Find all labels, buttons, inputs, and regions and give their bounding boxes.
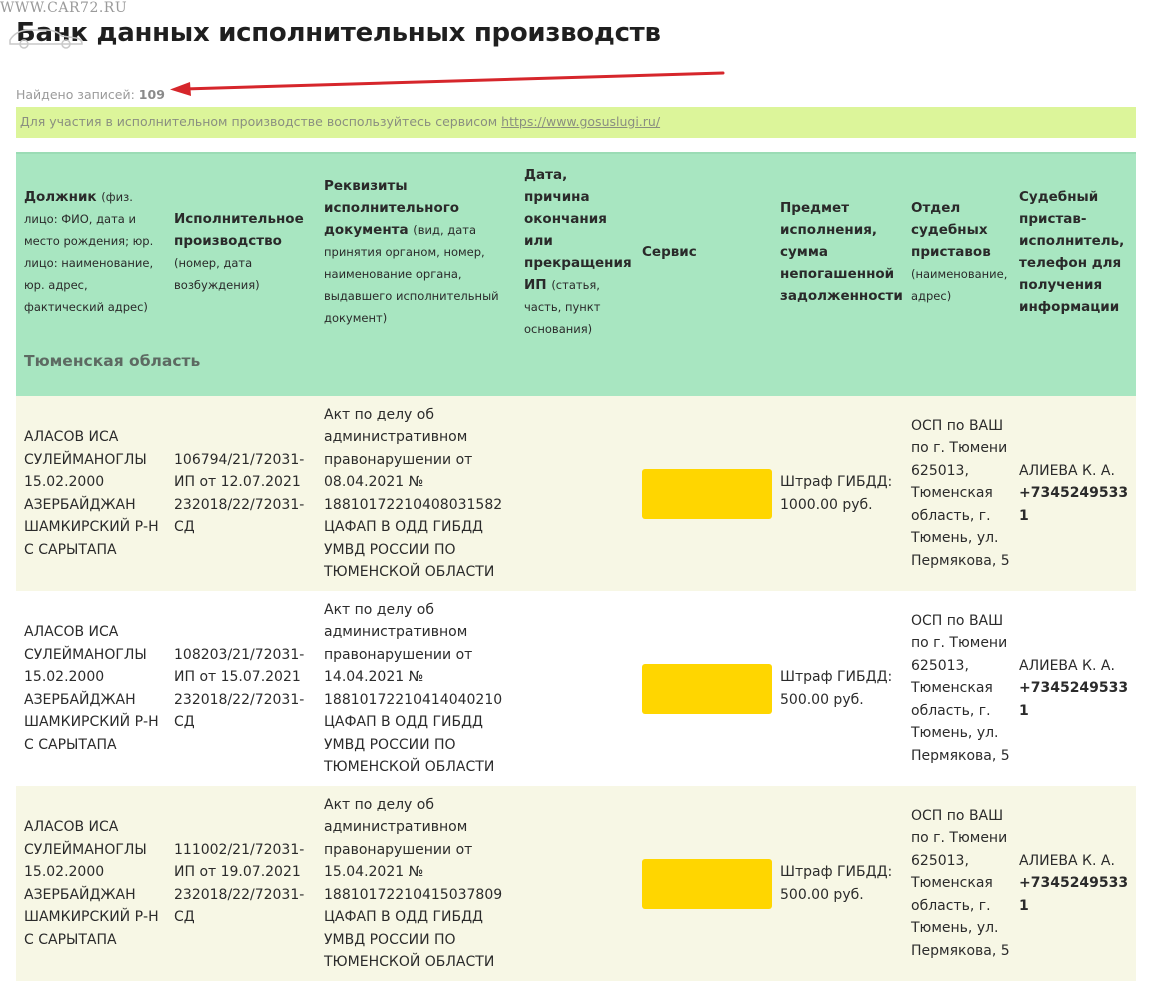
region-title: Тюменская область (16, 340, 1136, 396)
cell-subject: Штраф ГИБДД: 500.00 руб. (772, 591, 903, 786)
bailiff-name: АЛИЕВА К. А. (1019, 852, 1115, 869)
cell-proceeding: 106794/21/72031-ИП от 12.07.2021 232018/22/72031-СД (166, 396, 316, 591)
cell-end (516, 786, 634, 981)
cell-department: ОСП по ВАШ по г. Тюмени 625013, Тюменская область, г. Тюмень, ул. Пермякова, 5 (903, 786, 1011, 981)
region-row (16, 340, 1136, 396)
cell-subject: Штраф ГИБДД: 500.00 руб. (772, 786, 903, 981)
header-department: Отдел судебных приставов (наименование, адрес) (903, 153, 1011, 340)
bailiff-phone: +73452495331 (1019, 680, 1129, 719)
cell-department: ОСП по ВАШ по г. Тюмени 625013, Тюменская область, г. Тюмень, ул. Пермякова, 5 (903, 396, 1011, 591)
gosuslugi-link[interactable]: https://www.gosuslugi.ru/ (501, 114, 661, 129)
cell-end (516, 591, 634, 786)
cell-proceeding: 111002/21/72031-ИП от 19.07.2021 232018/22/72031-СД (166, 786, 316, 981)
cell-proceeding: 108203/21/72031-ИП от 15.07.2021 232018/22/72031-СД (166, 591, 316, 786)
cell-subject: Штраф ГИБДД: 1000.00 руб. (772, 396, 903, 591)
header-bailiff: Судебный пристав-исполнитель, телефон для получения информации (1011, 153, 1136, 340)
cell-debtor: АЛАСОВ ИСА СУЛЕЙМАНОГЛЫ 15.02.2000 АЗЕРБАЙДЖАН ШАМКИРСКИЙ Р-Н С САРЫТАПА (16, 396, 166, 591)
bailiff-phone: +73452495331 (1019, 485, 1129, 524)
cell-debtor: АЛАСОВ ИСА СУЛЕЙМАНОГЛЫ 15.02.2000 АЗЕРБАЙДЖАН ШАМКИРСКИЙ Р-Н С САРЫТАПА (16, 591, 166, 786)
cell-bailiff (1011, 786, 1136, 981)
cell-service (634, 396, 772, 591)
cell-bailiff (1011, 591, 1136, 786)
cell-department: ОСП по ВАШ по г. Тюмени 625013, Тюменская область, г. Тюмень, ул. Пермякова, 5 (903, 591, 1011, 786)
bailiff-name: АЛИЕВА К. А. (1019, 462, 1115, 479)
cell-document: Акт по делу об административном правонарушении от 15.04.2021 № 18810172210415037809 ЦАФАП В ОДД ГИБДД УМВД РОССИИ ПО ТЮМЕНСКОЙ ОБЛАСТИ (316, 786, 516, 981)
bailiff-name: АЛИЕВА К. А. (1019, 657, 1115, 674)
records-found-label: Найдено записей: (16, 87, 135, 102)
header-subject: Предмет исполнения, сумма непогашенной задолженности (772, 153, 903, 340)
cell-end (516, 396, 634, 591)
cell-document: Акт по делу об административном правонарушении от 14.04.2021 № 18810172210414040210 ЦАФАП В ОДД ГИБДД УМВД РОССИИ ПО ТЮМЕНСКОЙ ОБЛАСТИ (316, 591, 516, 786)
table-row (16, 786, 1136, 981)
records-found-count: 109 (138, 87, 165, 102)
header-proceeding: Исполнительное производство (номер, дата возбуждения) (166, 153, 316, 340)
service-pay-button[interactable] (642, 469, 772, 519)
watermark-text: WWW.CAR72.RU (0, 0, 128, 16)
bailiff-phone: +73452495331 (1019, 875, 1129, 914)
table-header-row (16, 153, 1136, 340)
records-found (16, 87, 165, 102)
cell-service (634, 786, 772, 981)
service-pay-button[interactable] (642, 859, 772, 909)
proceedings-table (16, 152, 1136, 981)
cell-document: Акт по делу об административном правонарушении от 08.04.2021 № 18810172210408031582 ЦАФАП В ОДД ГИБДД УМВД РОССИИ ПО ТЮМЕНСКОЙ ОБЛАСТИ (316, 396, 516, 591)
page-title: Банк данных исполнительных производств (16, 18, 661, 48)
watermark-logo-icon (6, 22, 86, 50)
table-row (16, 591, 1136, 786)
header-end: Дата, причина окончания или прекращения ИП (статья, часть, пункт основания) (516, 153, 634, 340)
header-debtor: Должник (физ. лицо: ФИО, дата и место рождения; юр. лицо: наименование, юр. адрес, фактический адрес) (16, 153, 166, 340)
red-arrow-annotation-icon (160, 60, 740, 100)
notice-bar (16, 107, 1136, 138)
header-service: Сервис (634, 153, 772, 340)
cell-debtor: АЛАСОВ ИСА СУЛЕЙМАНОГЛЫ 15.02.2000 АЗЕРБАЙДЖАН ШАМКИРСКИЙ Р-Н С САРЫТАПА (16, 786, 166, 981)
table-row (16, 396, 1136, 591)
cell-bailiff (1011, 396, 1136, 591)
service-pay-button[interactable] (642, 664, 772, 714)
cell-service (634, 591, 772, 786)
header-document: Реквизиты исполнительного документа (вид, дата принятия органом, номер, наименование органа, выдавшего исполнительный документ) (316, 153, 516, 340)
notice-text: Для участия в исполнительном производстве воспользуйтесь сервисом (20, 114, 498, 129)
